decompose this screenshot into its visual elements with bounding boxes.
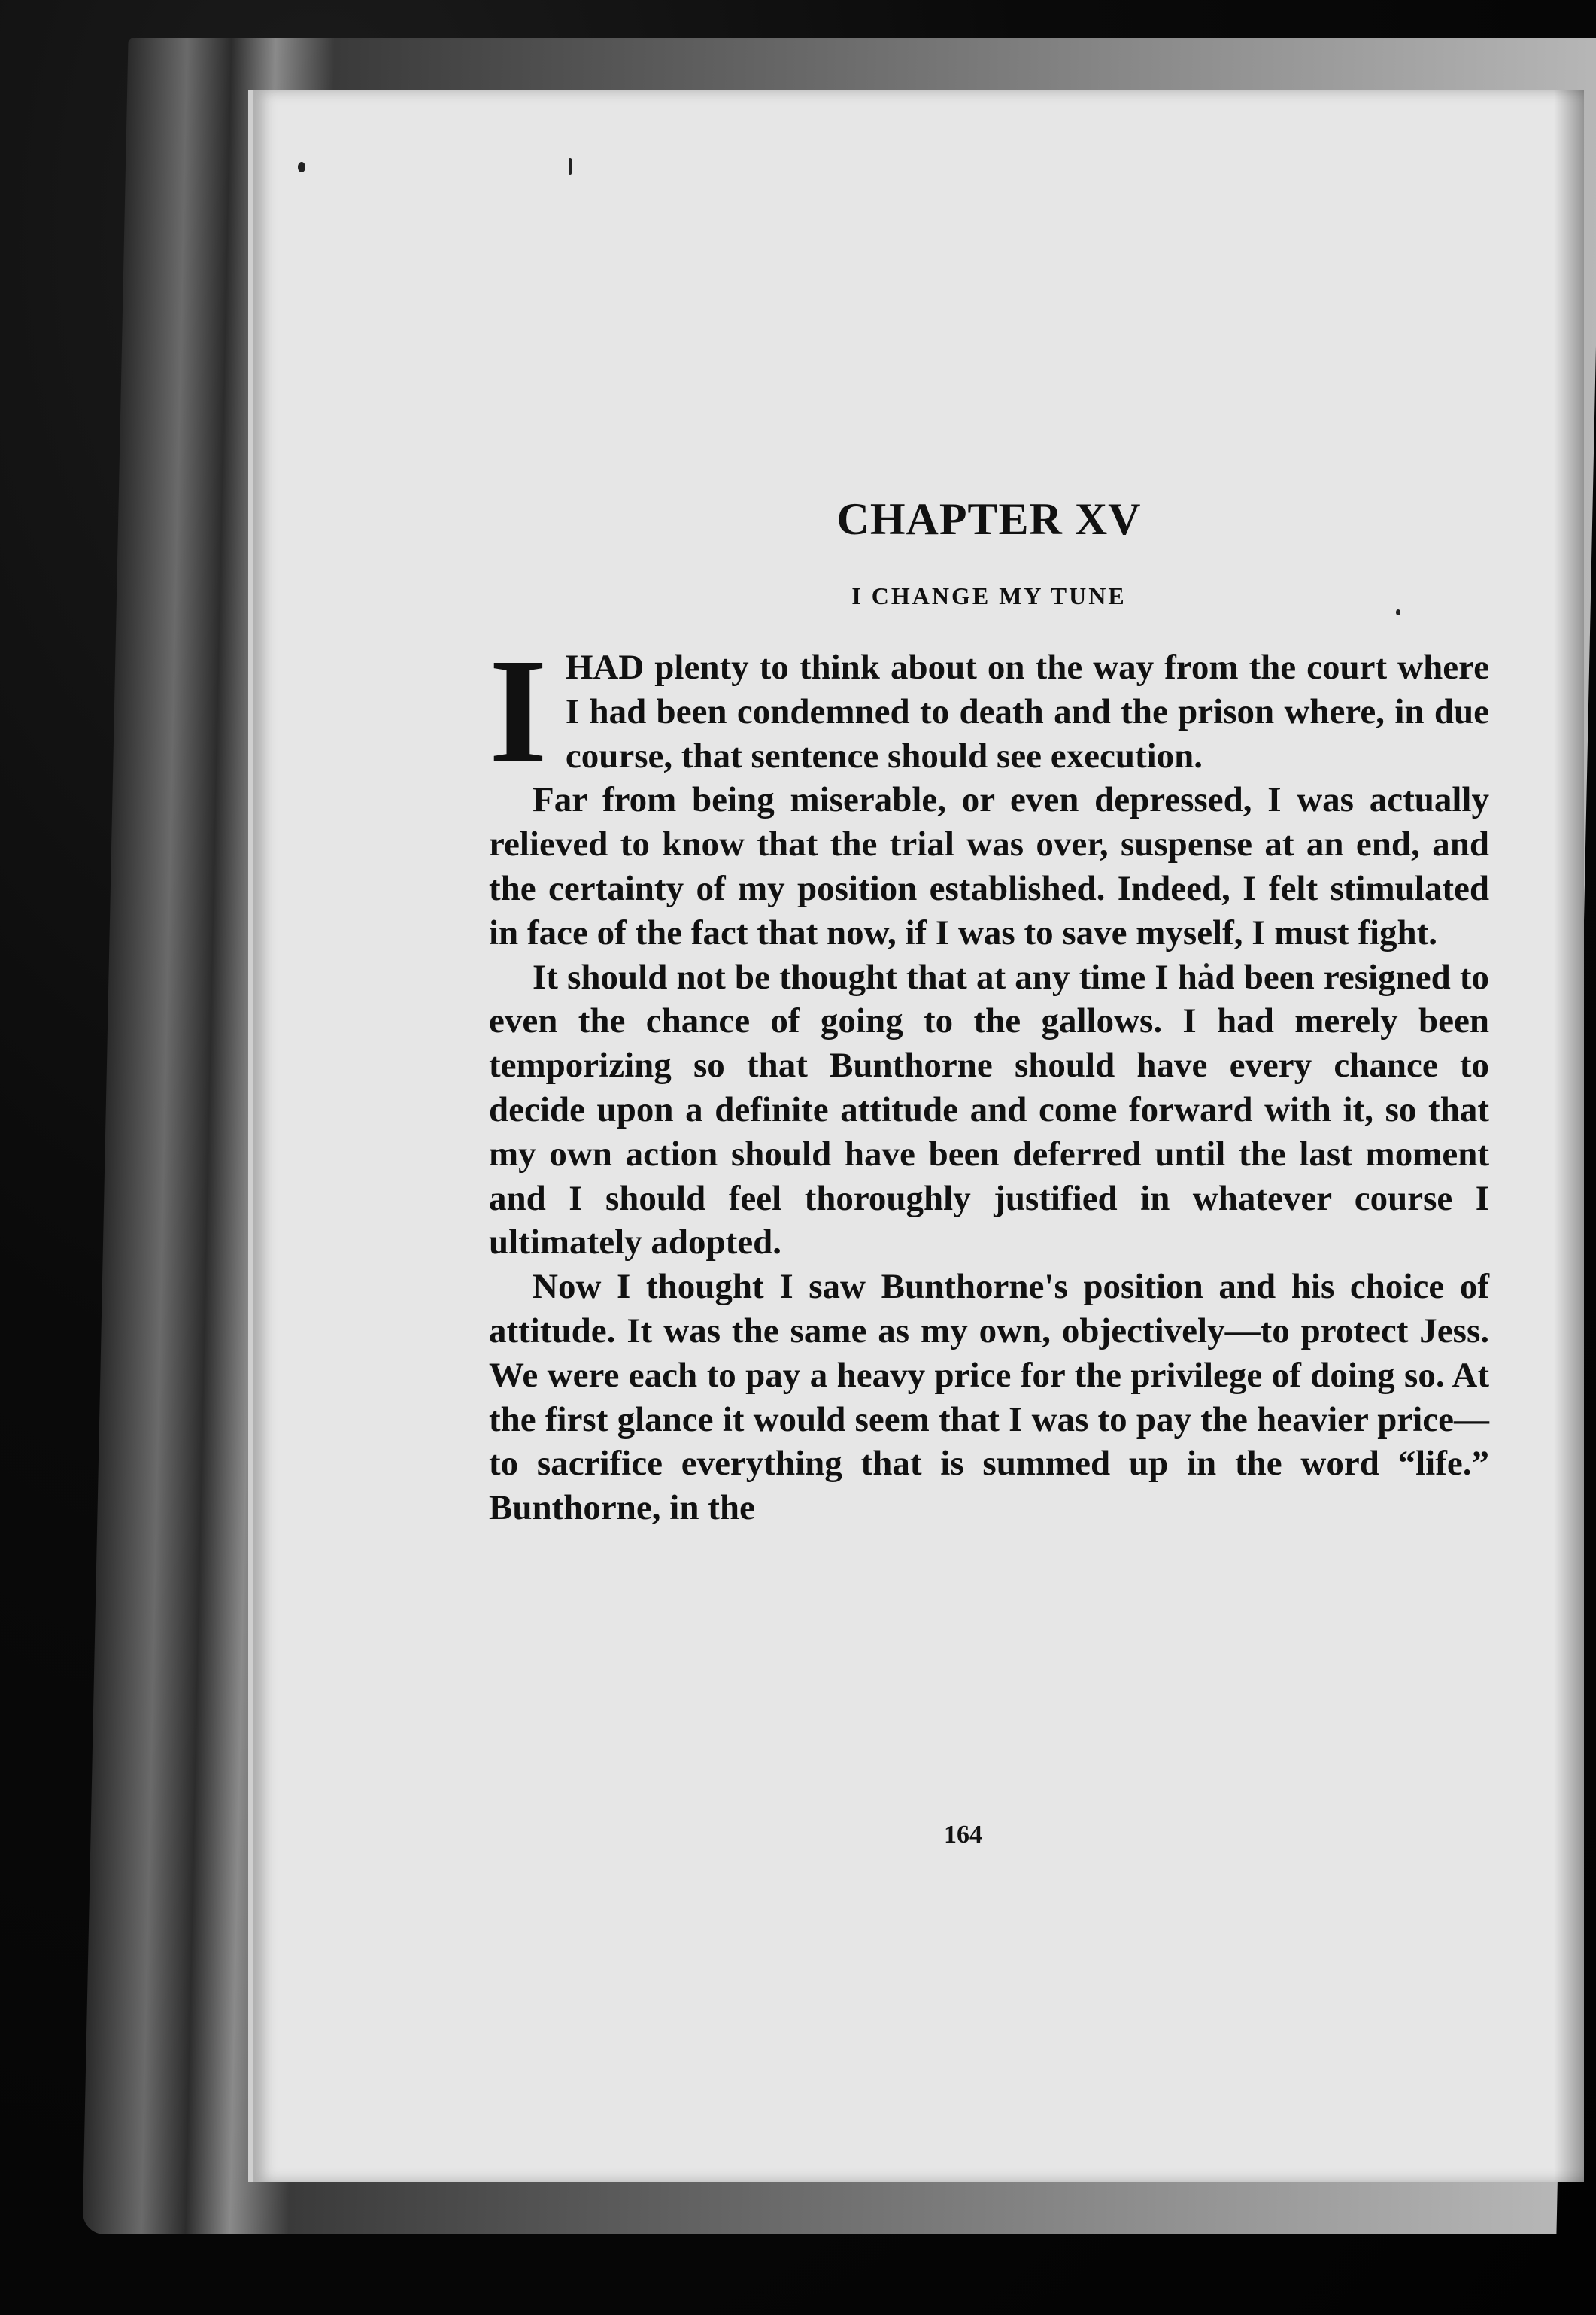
paragraph-1-text: HAD plenty to think about on the way from the court where I had been condemned to death and the prison where, in due course, that sentence should see execution. (565, 648, 1489, 776)
chapter-content (489, 494, 1489, 1530)
paragraph-4: Now I thought I saw Bunthorne's position and his choice of attitude. It was the same as my own, objectively—to protect Jess. We were each to pay a heavy price for the privilege of doing so. At the first glance it would seem that I was to pay the heavier price—to sacrifice everything that is summed up in the word “life.” Bunthorne, in the (489, 1267, 1489, 1528)
page-number: 164 (944, 1821, 982, 1849)
chapter-body (489, 628, 1489, 1530)
drop-cap: I (489, 628, 548, 794)
ink-speck (569, 158, 572, 175)
page-gutter-shadow (1554, 90, 1584, 2182)
paragraph-1 (489, 628, 1489, 794)
ink-speck (298, 162, 305, 172)
paragraph-2: Far from being miserable, or even depressed, I was actually relieved to know that the trial was over, suspense at an end, and the certainty of my position established. Indeed, I felt stimulated in face of the fact that now, if I was to save myself, I must fight. (489, 780, 1489, 952)
chapter-subtitle: I CHANGE MY TUNE (851, 582, 1127, 609)
chapter-title: CHAPTER XV (836, 494, 1142, 544)
paragraph-3: It should not be thought that at any time I had been resigned to even the chance of going to the gallows. I had merely been temporizing so that Bunthorne should have every chance to decide upon a definite attitude and come forward with it, so that my own action should have been deferred until the last moment and I should feel thoroughly justified in whatever course I ultimately adopted. (489, 957, 1489, 1262)
